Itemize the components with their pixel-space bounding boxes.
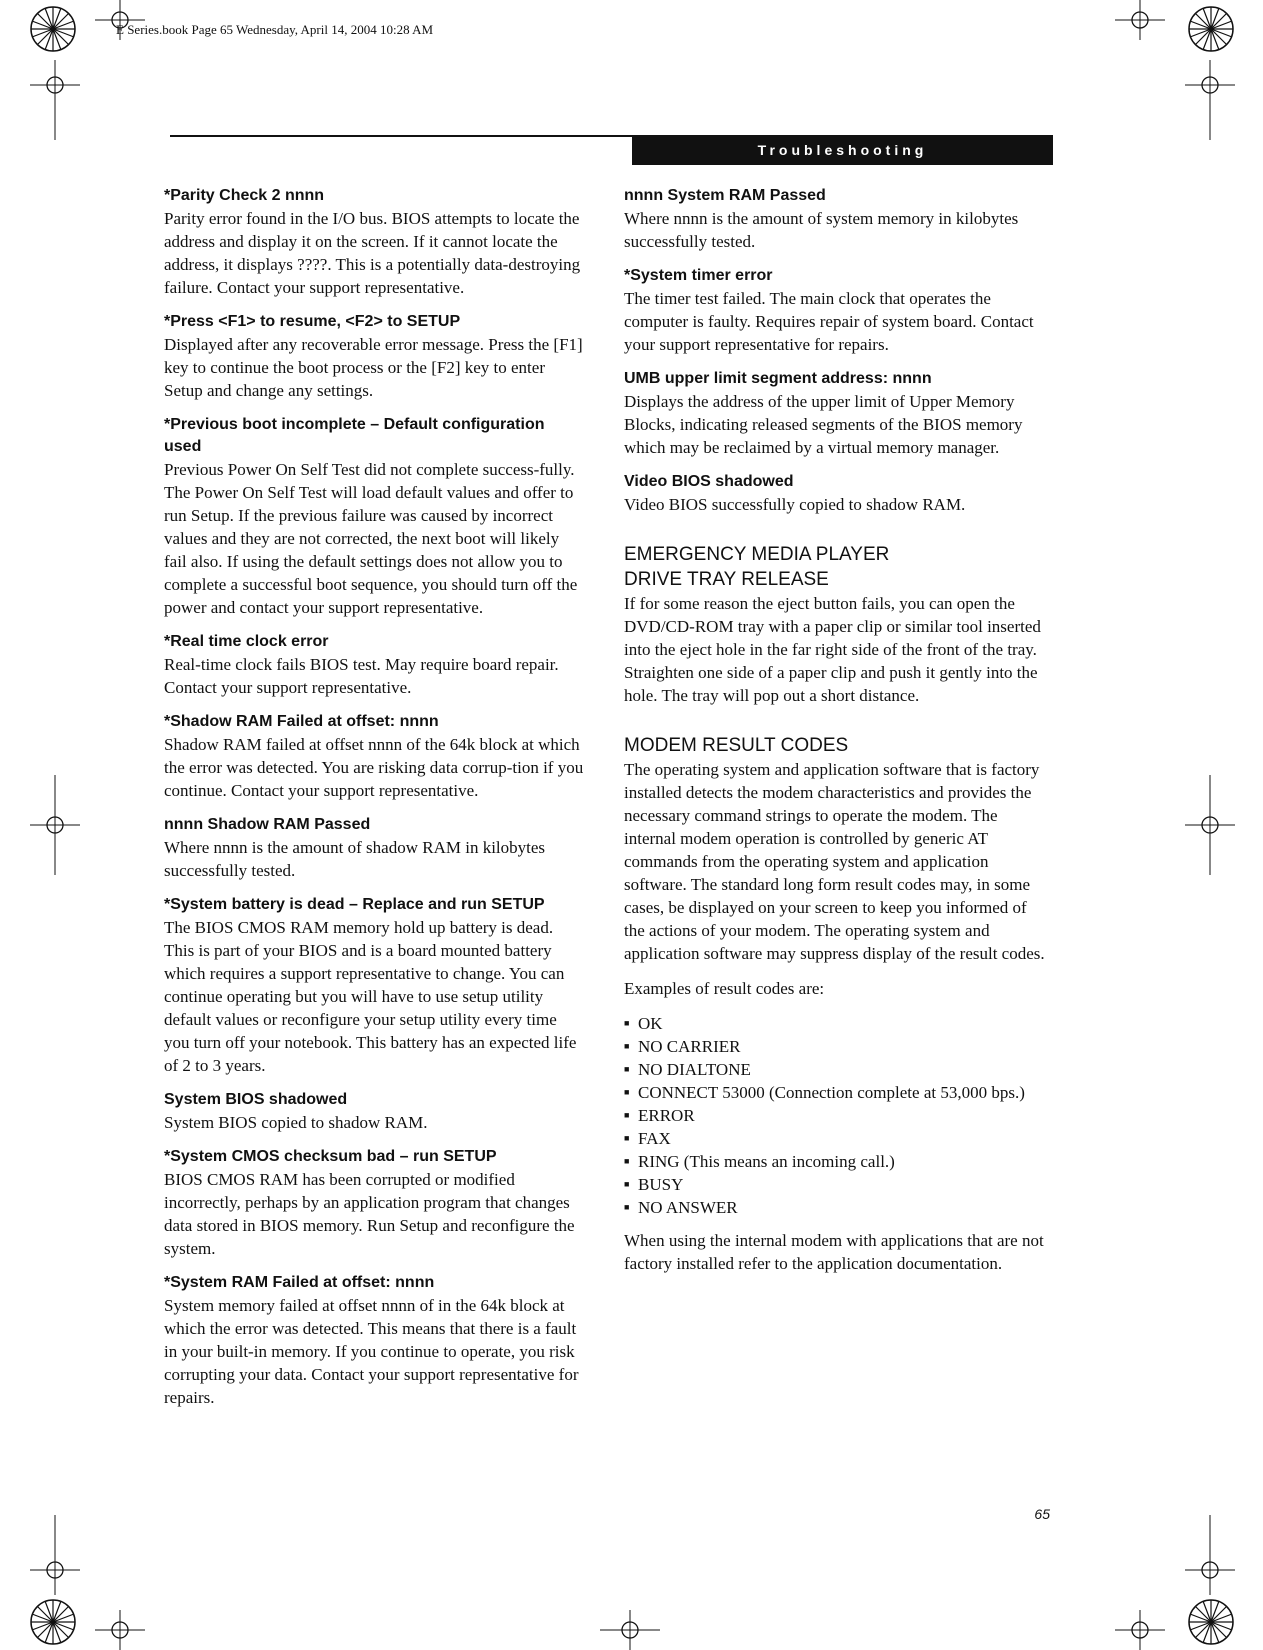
entry-title: *System CMOS checksum bad – run SETUP (164, 1148, 497, 1165)
registration-mark-icon (1186, 1597, 1236, 1647)
list-item: ■ BUSY (624, 1173, 1048, 1196)
error-entry (624, 185, 1048, 253)
entry-body: Displayed after any recoverable error message. Press the [F1] key to continue the boot process or the [F2] key to enter Setup and change any settings. (164, 335, 583, 400)
entry-title: System BIOS shadowed (164, 1091, 348, 1108)
emergency-tray-release-heading (624, 542, 1048, 592)
error-entry (164, 814, 584, 882)
list-item: ■ OK (624, 1012, 1048, 1035)
heading-line: DRIVE TRAY RELEASE (624, 569, 829, 590)
entry-title: nnnn System RAM Passed (624, 187, 826, 204)
entry-title: *System battery is dead – Replace and run SETUP (164, 896, 545, 913)
entry-body: Displays the address of the upper limit of Upper Memory Blocks, indicating released segments of the BIOS memory which may be reclaimed by a virtual memory manager. (624, 392, 1023, 457)
crop-mark-icon (1185, 60, 1235, 140)
error-entry (164, 1089, 584, 1134)
modem-result-codes-text: The operating system and application software that is factory installed detects the modem characteristics and provides the necessary command strings to operate the modem. The internal modem operation is controlled by generic AT commands from the operating system and application software. The standard long form result codes may, in some cases, be displayed on your screen to keep you informed of the actions of your modem. The operating system and application software may suppress display of the result codes. (624, 760, 1045, 963)
emergency-tray-release-text: If for some reason the eject button fails, you can open the DVD/CD-ROM tray with a paper clip or similar tool inserted into the eject hole in the far right side of the front of the tray. Straighten one side of a paper clip and push it gently into the hole. The tray will pop out a short distance. (624, 594, 1041, 705)
crop-mark-icon (30, 1515, 80, 1595)
error-entry (164, 1272, 584, 1409)
entry-body: Shadow RAM failed at offset nnnn of the 64k block at which the error was detected. You are risking data corrup-tion if you continue. Contact your support representative. (164, 735, 584, 800)
entry-body: The timer test failed. The main clock that operates the computer is faulty. Requires repair of system board. Contact your support representative for repairs. (624, 289, 1034, 354)
crop-mark-icon (1185, 775, 1235, 875)
left-column (164, 185, 584, 1421)
crop-mark-icon (30, 775, 80, 875)
heading-line: EMERGENCY MEDIA PLAYER (624, 544, 890, 565)
entry-body: Previous Power On Self Test did not complete success-fully. The Power On Self Test will load default values and offer to run Setup. If the previous failure was caused by incorrect values and they are not corrected, the next boot will likely fail also. If using the default settings does not allow you to complete a successful boot sequence, you should turn off the power and contact your support representative. (164, 460, 578, 617)
crop-mark-icon (600, 1610, 660, 1650)
error-entry (164, 1146, 584, 1260)
entry-title: Video BIOS shadowed (624, 473, 794, 490)
entry-title: UMB upper limit segment address: nnnn (624, 370, 932, 387)
page-number: 65 (1034, 1506, 1050, 1522)
registration-mark-icon (28, 4, 78, 54)
list-item: ■ NO CARRIER (624, 1035, 1048, 1058)
entry-body: BIOS CMOS RAM has been corrupted or modified incorrectly, perhaps by an application program that changes data stored in BIOS memory. Run Setup and reconfigure the system. (164, 1170, 575, 1258)
registration-mark-icon (28, 1597, 78, 1647)
section-header-bar (632, 135, 1053, 165)
list-item: ■ NO ANSWER (624, 1196, 1048, 1219)
error-entry (624, 368, 1048, 459)
error-entry (624, 471, 1048, 516)
printer-slug: E Series.book Page 65 Wednesday, April 14, 2004 10:28 AM (116, 22, 434, 37)
error-entry (164, 414, 584, 619)
closing-text: When using the internal modem with applications that are not factory installed refer to the application documentation. (624, 1231, 1044, 1273)
section-title: Troubleshooting (757, 142, 928, 158)
crop-mark-icon (95, 1610, 145, 1650)
crop-mark-icon (1115, 1610, 1165, 1650)
entry-body: Where nnnn is the amount of shadow RAM in kilobytes successfully tested. (164, 838, 546, 880)
entry-title: nnnn Shadow RAM Passed (164, 816, 371, 833)
list-item: ■ FAX (624, 1127, 1048, 1150)
crop-mark-icon (30, 60, 80, 140)
entry-title: *Parity Check 2 nnnn (164, 187, 325, 204)
error-entry (164, 711, 584, 802)
examples-intro: Examples of result codes are: (624, 979, 825, 998)
entry-title: *System RAM Failed at offset: nnnn (164, 1274, 435, 1291)
error-entry (164, 631, 584, 699)
entry-body: System memory failed at offset nnnn of in the 64k block at which the error was detected. This means that there is a fault in your built-in memory. If you continue to operate, you risk corrupting your data. Contact your support representative for repairs. (164, 1296, 579, 1407)
header-rule (170, 135, 632, 137)
entry-title: *Shadow RAM Failed at offset: nnnn (164, 713, 439, 730)
list-item: ■ NO DIALTONE (624, 1058, 1048, 1081)
right-column (624, 185, 1048, 1287)
error-entry (164, 185, 584, 299)
registration-mark-icon (1186, 4, 1236, 54)
entry-body: System BIOS copied to shadow RAM. (164, 1113, 428, 1132)
modem-result-codes-heading: MODEM RESULT CODES (624, 735, 849, 756)
entry-body: Video BIOS successfully copied to shadow RAM. (624, 495, 966, 514)
entry-title: *Press <F1> to resume, <F2> to SETUP (164, 313, 461, 330)
error-entry (164, 894, 584, 1077)
list-item: ■ RING (This means an incoming call.) (624, 1150, 1048, 1173)
entry-title: *Real time clock error (164, 633, 329, 650)
list-item: ■ ERROR (624, 1104, 1048, 1127)
entry-title: *System timer error (624, 267, 773, 284)
crop-mark-icon (1115, 0, 1165, 40)
error-entry (624, 265, 1048, 356)
entry-title: *Previous boot incomplete – Default configuration used (164, 416, 545, 455)
list-item: ■ CONNECT 53000 (Connection complete at 53,000 bps.) (624, 1081, 1048, 1104)
entry-body: Real-time clock fails BIOS test. May require board repair. Contact your support representative. (164, 655, 559, 697)
error-entry (164, 311, 584, 402)
entry-body: Where nnnn is the amount of system memory in kilobytes successfully tested. (624, 209, 1019, 251)
entry-body: Parity error found in the I/O bus. BIOS attempts to locate the address and display it on the screen. If it cannot locate the address, it displays ????. This is a potentially data-destroying failure. Contact your support representative. (164, 209, 581, 297)
crop-mark-icon (1185, 1515, 1235, 1595)
result-codes-list (624, 1012, 1048, 1219)
entry-body: The BIOS CMOS RAM memory hold up battery is dead. This is part of your BIOS and is a board mounted battery which requires a support representative to change. You can continue operating but you will have to use setup utility default values or reconfigure your setup utility every time you turn off your notebook. This battery has an expected life of 2 to 3 years. (164, 918, 577, 1075)
